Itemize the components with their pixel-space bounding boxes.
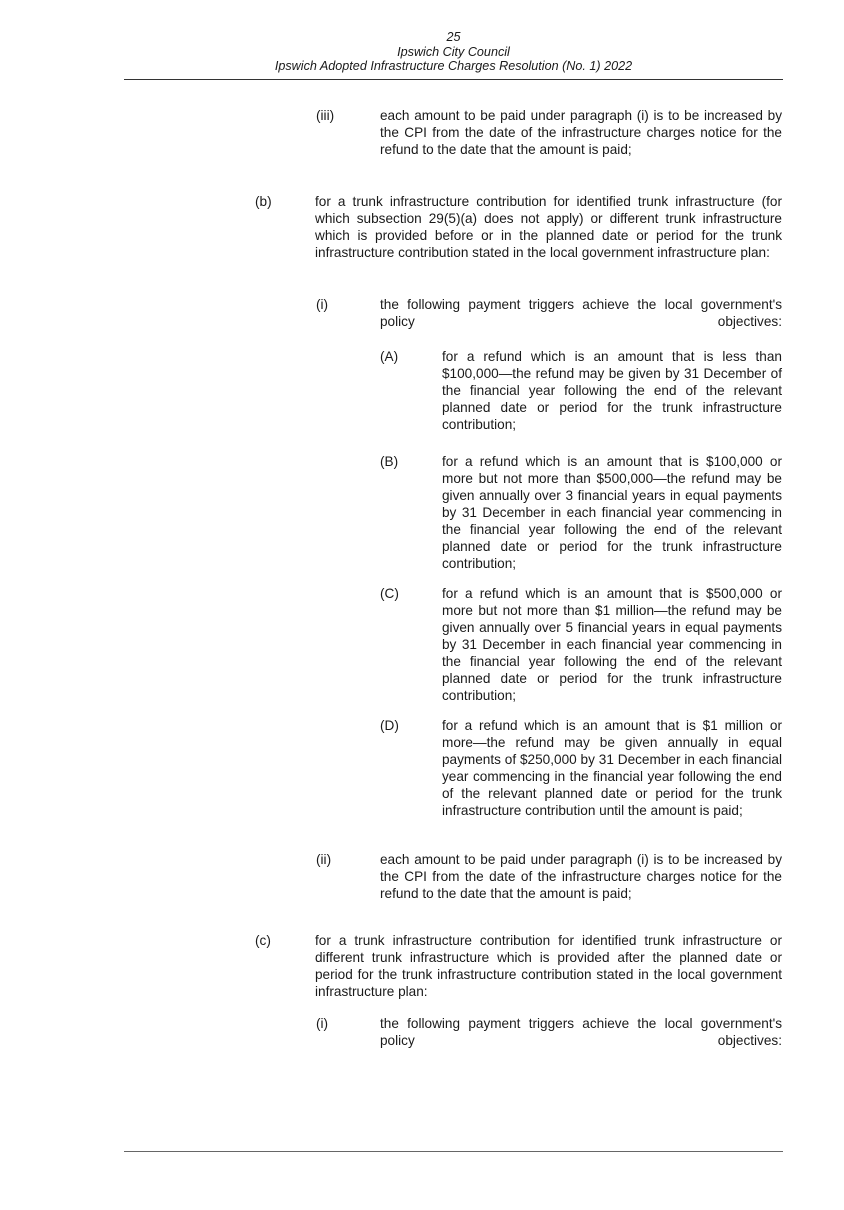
clause-text: each amount to be paid under paragraph (i) is to be increased by the CPI from the date of the infrastructure charges notice for the refund to the date that the amount is paid; [380,852,782,901]
clause-label: (i) [316,297,329,312]
page-number: 25 [446,30,461,44]
clause-label: (A) [380,349,399,364]
clause-text: each amount to be paid under paragraph (i) is to be increased by the CPI from the date of the infrastructure charges notice for the refund to the date that the amount is paid; [380,108,782,157]
clause-text: for a refund which is an amount that is less than $100,000—the refund may be given by 31 December of the financial year following the end of the relevant planned date or period for the trunk infrastructure contribution; [442,349,782,432]
clause-label: (C) [380,586,399,601]
clause-text: for a refund which is an amount that is $1 million or more—the refund may be given annually in equal payments of $250,000 by 31 December in each financial year commencing in the financial year following the end of the relevant planned date or period for the trunk infrastructure contribution until the amount is paid; [442,718,782,818]
clause-text: for a refund which is an amount that is $100,000 or more but not more than $500,000—the refund may be given annually over 3 financial years in equal payments by 31 December in each financial year commencing in the financial year following the end of the relevant planned date or period for the trunk infrastructure contribution; [442,454,782,571]
clause-label: (B) [380,454,399,469]
clause-label: (iii) [316,108,335,123]
clause-label: (D) [380,718,399,733]
clause-label: (b) [255,194,272,209]
footer-divider [124,1151,783,1152]
clause-text: for a refund which is an amount that is $500,000 or more but not more than $1 million—the refund may be given annually over 5 financial years in equal payments by 31 December in each financial year commencing in the financial year following the end of the relevant planned date or period for the trunk infrastructure contribution; [442,586,782,703]
clause-label: (ii) [316,852,332,867]
organisation-name: Ipswich City Council [397,44,510,59]
clause-label: (c) [255,933,271,948]
clause-text: for a trunk infrastructure contribution for identified trunk infrastructure or different trunk infrastructure which is provided after the planned date or period for the trunk infrastructure contribution stated in the local government infrastructure plan: [315,933,782,999]
clause-label: (i) [316,1016,329,1031]
document-title: Ipswich Adopted Infrastructure Charges Resolution (No. 1) 2022 [274,59,633,73]
clause-text: for a trunk infrastructure contribution for identified trunk infrastructure (for which subsection 29(5)(a) does not apply) or different trunk infrastructure which is provided before or in the planned date or period for the trunk infrastructure contribution stated in the local government infrastructure plan: [315,194,782,260]
clause-text: the following payment triggers achieve the local government's policy objectives: [380,1016,782,1048]
clause-text: the following payment triggers achieve the local government's policy objectives: [380,297,782,329]
